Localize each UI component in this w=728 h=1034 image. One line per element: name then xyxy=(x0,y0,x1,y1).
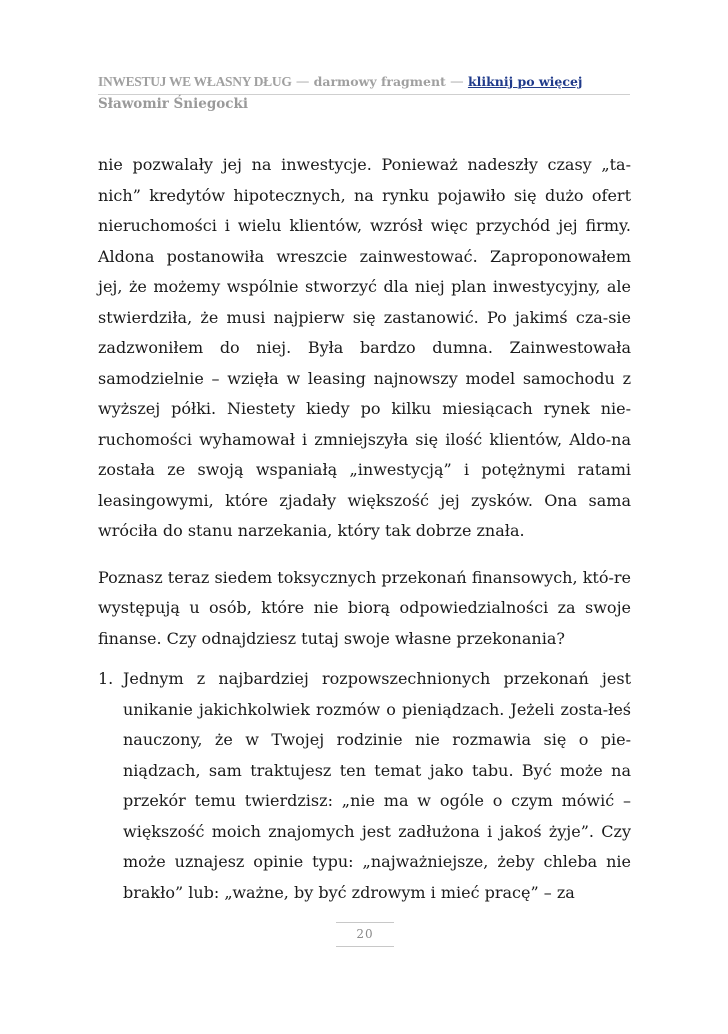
header-separator: — xyxy=(291,74,314,90)
header-separator: — xyxy=(445,74,468,90)
footer-divider xyxy=(336,946,394,947)
author-name: Sławomir Śniegocki xyxy=(98,96,248,112)
more-link[interactable]: kliknij po więcej xyxy=(467,74,583,89)
list-item-text: Jednym z najbardziej rozpowszechnionych przekonań jest unikanie jakichkolwiek rozmów o pieniądzach. Jeżeli zosta-łeś nauczony, że w Twojej rodzinie nie rozmawia się o pie-niądzach, sam traktujesz ten temat jako tabu. Być może na przekór temu twierdzisz: „nie ma w ogóle o czym mówić – większość moich znajomych jest zadłużona i jakoś żyje”. Czy może uznajesz opinie typu: „najważniejsze, żeby chleba nie brakło” lub: „ważne, by być zdrowym i mieć pracę” – za xyxy=(123,669,631,902)
footer-divider xyxy=(336,922,394,923)
list-number: 1. xyxy=(98,669,114,688)
page-number: 20 xyxy=(356,927,374,941)
paragraph: nie pozwalały jej na inwestycje. Ponieważ nadeszły czasy „ta-nich” kredytów hipotecznych, na rynku pojawiło się dużo ofert nieruchomości i wielu klientów, wzrósł więc przychód jej firmy. Aldona postanowiła wreszcie zainwestować. Zaproponowałem jej, że możemy wspólnie stworzyć dla niej plan inwestycyjny, ale stwierdziła, że musi najpierw się zastanowić. Po jakimś cza-sie zadzwoniłem do niej. Była bardzo dumna. Zainwestowała samodzielnie – wzięła w leasing najnowszy model samochodu z wyższej półki. Niestety kiedy po kilku miesiącach rynek nie-ruchomości wyhamował i zmniejszyła się ilość klientów, Aldo-na została ze swoją wspaniałą „inwestycją” i potężnymi ratami leasingowymi, które zjadały większość jej zysków. Ona sama wróciła do stanu narzekania, który tak dobrze znała. xyxy=(98,155,631,540)
header-subtitle: darmowy fragment xyxy=(313,74,446,89)
page-header xyxy=(98,72,630,95)
numbered-list xyxy=(98,664,631,908)
list-item xyxy=(98,664,631,908)
book-title: INWESTUJ WE WŁASNY DŁUG xyxy=(98,74,292,89)
paragraph: Poznasz teraz siedem toksycznych przekonań finansowych, któ-re występują u osób, które nie biorą odpowiedzialności za swoje finanse. Czy odnajdziesz tutaj swoje własne przekonania? xyxy=(98,567,631,648)
page-body xyxy=(98,150,631,908)
